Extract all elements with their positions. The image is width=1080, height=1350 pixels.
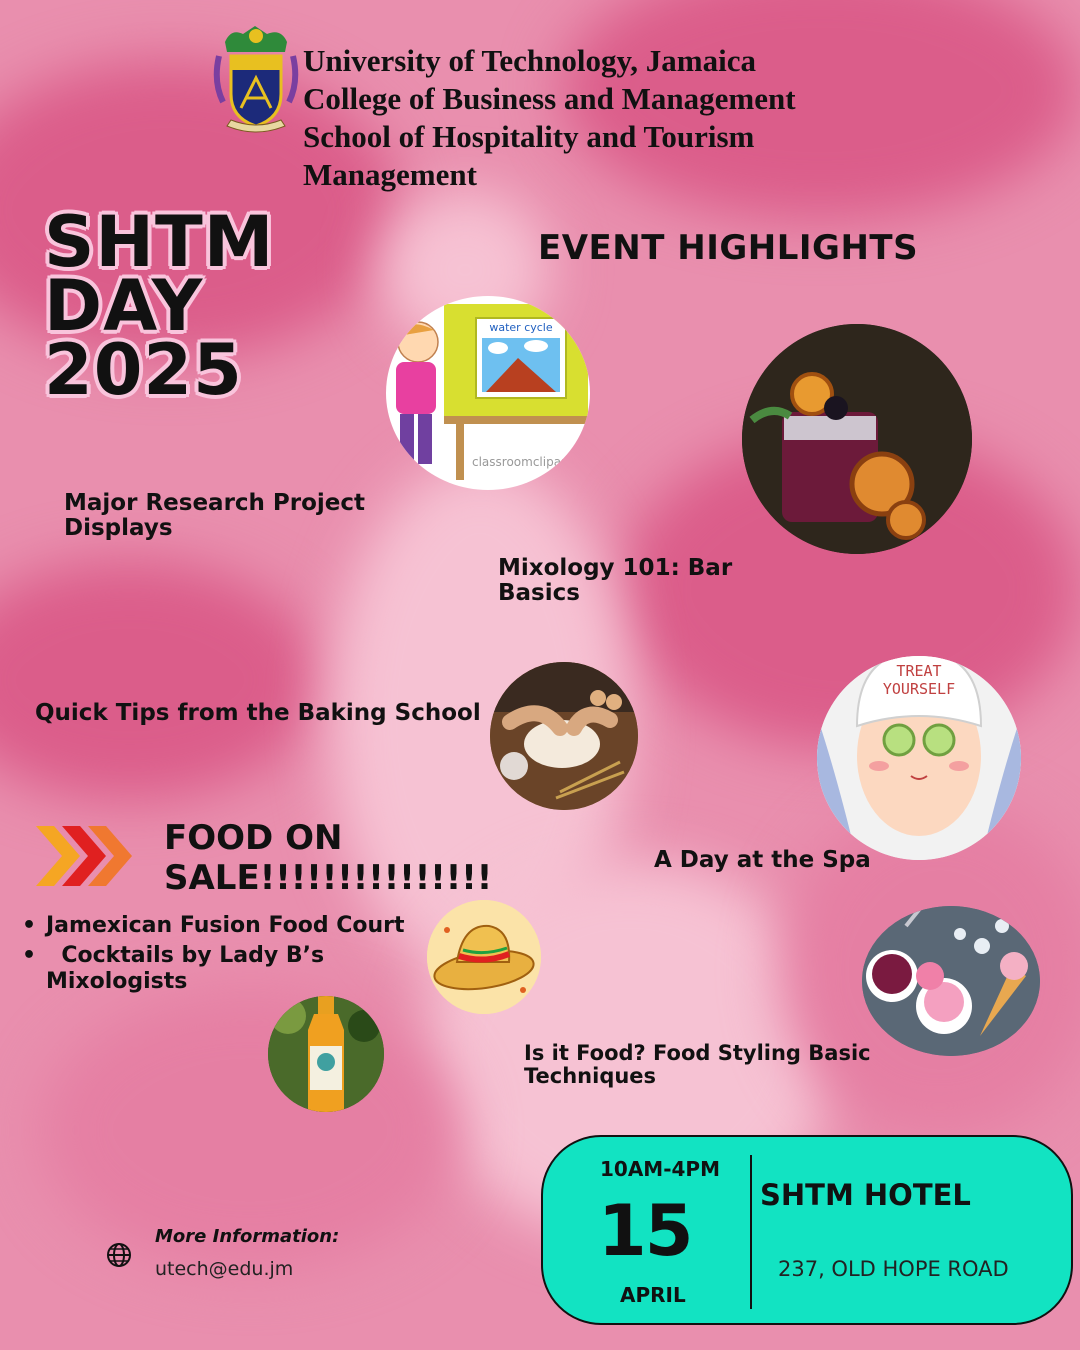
poster-label: water cycle: [489, 321, 553, 334]
header-line: School of Hospitality and Tourism: [303, 119, 755, 154]
university-crest-icon: [211, 22, 301, 137]
spa-towel-text: TREAT: [896, 662, 942, 680]
event-address: 237, OLD HOPE ROAD: [778, 1257, 1009, 1281]
spa-image: [817, 656, 1021, 860]
bg-blob: [0, 560, 320, 800]
list-item: • Jamexican Fusion Food Court: [20, 913, 430, 939]
list-item: • Cocktails by Lady B’s Mixologists: [20, 943, 430, 995]
contact-email[interactable]: utech@edu.jm: [155, 1258, 294, 1280]
header-line: College of Business and Management: [303, 81, 796, 116]
globe-icon: [106, 1242, 132, 1268]
juice-bottle-image: [268, 996, 384, 1112]
mixology-image: [742, 324, 972, 554]
title-line: DAY: [44, 265, 204, 347]
event-venue: SHTM HOTEL: [760, 1178, 971, 1212]
food-sale-line: SALE!!!!!!!!!!!!!!!: [164, 858, 493, 898]
caption-spa: A Day at the Spa: [654, 847, 871, 873]
caption-baking: Quick Tips from the Baking School: [35, 700, 481, 726]
caption-food-styling: Is it Food? Food Styling Basic Techniques: [524, 1041, 871, 1088]
chevron-arrows-icon: [36, 822, 134, 890]
institution-header: [303, 42, 796, 194]
poster-watermark: classroomclipart: [472, 455, 571, 469]
highlights-heading: EVENT HIGHLIGHTS: [538, 228, 919, 268]
spa-towel-text: YOURSELF: [882, 680, 956, 698]
header-line: University of Technology, Jamaica: [303, 43, 756, 78]
more-information-label: More Information:: [155, 1226, 340, 1247]
baking-image: [490, 662, 638, 810]
event-divider: [750, 1155, 752, 1309]
food-styling-image: [862, 906, 1040, 1056]
event-month: APRIL: [620, 1283, 686, 1307]
caption-research: Major Research Project Displays: [64, 490, 366, 541]
event-day: 15: [598, 1190, 692, 1272]
food-sale-heading: [164, 818, 492, 898]
title-line: SHTM: [44, 201, 275, 283]
title-line: 2025: [44, 329, 243, 411]
event-time: 10AM-4PM: [600, 1157, 720, 1181]
food-sale-list: [20, 913, 430, 995]
food-sale-line: FOOD ON: [164, 818, 343, 858]
sombrero-image: [427, 900, 541, 1014]
caption-mixology: Mixology 101: Bar Basics: [498, 555, 733, 606]
header-line: Management: [303, 157, 477, 192]
event-title: [44, 201, 275, 411]
research-display-image: [386, 296, 590, 490]
